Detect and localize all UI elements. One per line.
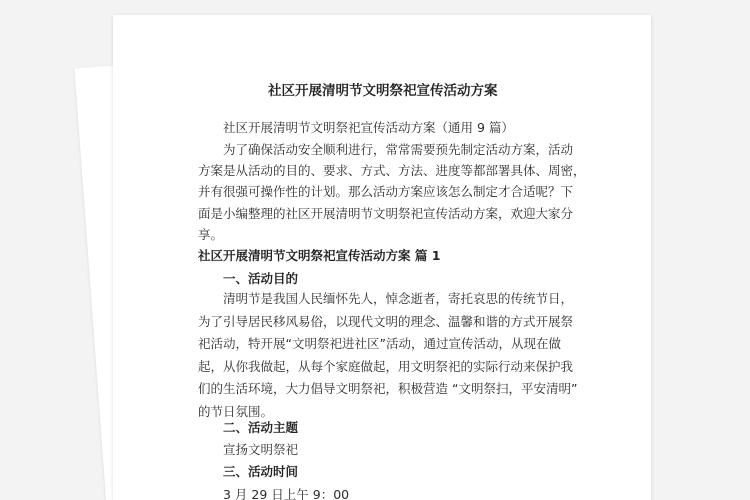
intro-line: 面是小编整理的社区开展清明节文明祭祀宣传活动方案，欢迎大家分 [198, 205, 574, 221]
purpose-heading: 一、活动目的 [223, 271, 299, 286]
purpose-line: 祀活动，特开展“文明祭祀进社区”活动，通过宣传活动，从现在做 [198, 336, 561, 352]
purpose-line: 起，从你我做起，从每个家庭做起，用文明祭祀的实际行动来保护我 [198, 358, 574, 374]
intro-line: 为了确保活动安全顺利进行，常常需要预先制定活动方案，活动 [223, 142, 574, 157]
intro-line: 并有很强可操作性的计划。那么活动方案应该怎么制定才合适呢？下 [198, 184, 574, 200]
purpose-line: 们的生活环境，大力倡导文明祭祀，积极营造 “文明祭扫，平安清明” [198, 381, 578, 397]
theme-heading: 二、活动主题 [223, 420, 299, 435]
time-text: 3 月 29 日上午 9：00 [223, 487, 350, 500]
theme-text: 宣扬文明祭祀 [223, 442, 299, 457]
purpose-line: 的节日氛围。 [198, 403, 274, 419]
intro-paragraph [198, 139, 586, 245]
intro-line: 方案是从活动的目的、要求、方式、方法、进度等都部署具体、周密， [198, 163, 586, 179]
purpose-line: 为了引导居民移风易俗，以现代文明的理念、温馨和谐的方式开展祭 [198, 313, 574, 329]
document-subtitle: 社区开展清明节文明祭祀宣传活动方案（通用 9 篇） [223, 120, 514, 135]
time-heading: 三、活动时间 [223, 464, 299, 479]
intro-line: 享。 [198, 226, 224, 242]
document-title: 社区开展清明节文明祭祀宣传活动方案 [268, 83, 498, 99]
purpose-paragraph [198, 288, 583, 424]
section-heading: 社区开展清明节文明祭祀宣传活动方案 篇 1 [198, 248, 441, 263]
purpose-line: 清明节是我国人民缅怀先人，悼念逝者，寄托哀思的传统节日， [223, 291, 574, 306]
